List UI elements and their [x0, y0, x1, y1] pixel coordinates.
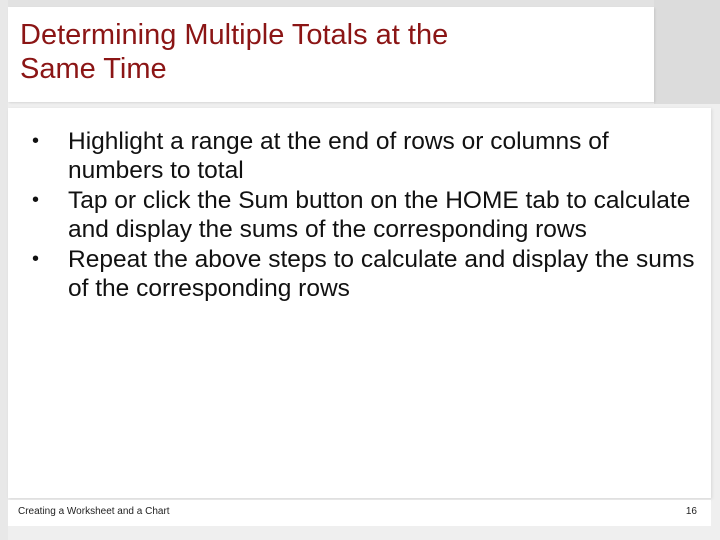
- bullet-dot-icon: •: [32, 188, 40, 211]
- top-band: [0, 0, 720, 7]
- bullet-text: Tap or click the Sum button on the HOME tab to calculate and display the sums of the corresponding rows: [68, 186, 691, 244]
- left-band: [0, 0, 8, 540]
- bullet-text: Highlight a range at the end of rows or columns of numbers to total: [68, 128, 609, 185]
- footer: [8, 500, 711, 526]
- page-number: 16: [685, 506, 697, 517]
- bullet-dot-icon: •: [32, 247, 40, 270]
- bullet-item: [28, 127, 698, 186]
- title-line-2: Same Time: [20, 52, 167, 85]
- title-panel: [8, 7, 654, 102]
- slide-title: [20, 19, 640, 87]
- footer-title: Creating a Worksheet and a Chart: [18, 506, 170, 517]
- bullet-item: [28, 186, 698, 245]
- bullet-text: Repeat the above steps to calculate and display the sums of the corresponding rows: [68, 245, 695, 302]
- bullet-dot-icon: •: [32, 130, 40, 152]
- content-panel: [8, 108, 711, 498]
- title-line-1: Determining Multiple Totals at the: [20, 19, 449, 51]
- right-band: [654, 0, 720, 104]
- bullet-list: [28, 127, 698, 303]
- bullet-item: [28, 245, 698, 304]
